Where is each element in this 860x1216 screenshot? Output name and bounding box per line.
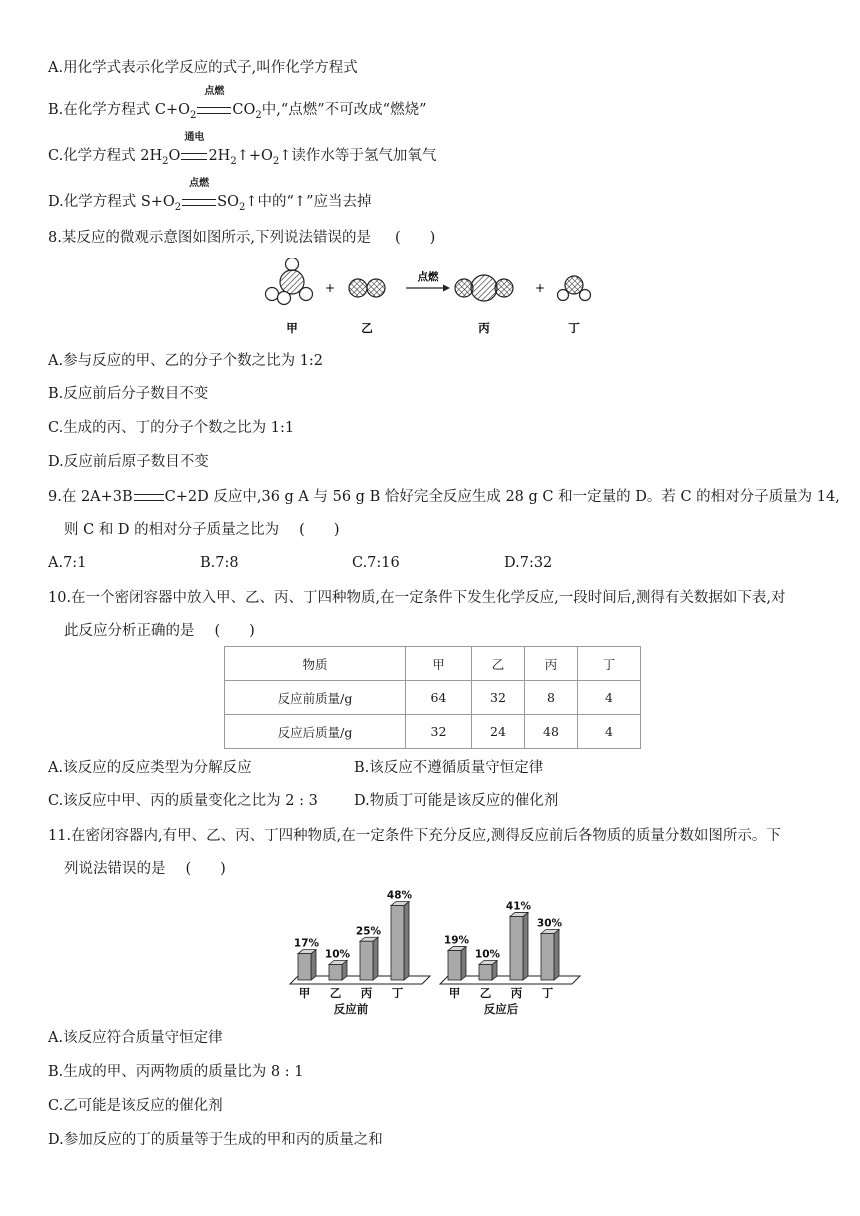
data-label: 17% [293,937,320,950]
table-cell: 32 [406,715,472,749]
table-cell: 4 [578,715,641,749]
table-cell: 8 [525,681,578,715]
table-row [225,715,641,749]
table-cell: 反应前质量/g [225,681,406,715]
q9-option-c: C.7:16 [352,555,400,571]
q8-option-d: D.反应前后原子数目不变 [48,454,209,470]
table-row [225,681,641,715]
q7-option-b: B.在化学方程式 $C+O_2$ 点燃 $CO_2$中,“点燃”不可改成“燃烧” [48,86,427,121]
tick-label: 甲 [298,986,311,1000]
data-label: 30% [536,917,563,930]
table-cell: 32 [472,681,525,715]
molecule-yi [349,279,385,297]
tick-label: 乙 [479,986,492,1000]
label-bing: 丙 [478,321,490,335]
q9-option-a: A.7:1 [48,555,87,571]
table-header-row [225,647,641,681]
q10-option-c: C.该反应中甲、丙的质量变化之比为 2 : 3 [48,793,318,809]
q7-d-condition: 点燃 [189,178,210,189]
plus-1: + [325,281,336,295]
table-header-cell: 甲 [406,647,472,681]
q11-stem-line2: 列说法错误的是 ( ) [64,861,226,877]
label-ding: 丁 [568,321,580,335]
q8-option-b: B.反应前后分子数目不变 [48,386,209,402]
arrow-condition: 点燃 [417,271,439,283]
table-header-cell: 丙 [525,647,578,681]
bar-side [373,937,378,980]
q8-stem: 8.某反应的微观示意图如图所示,下列说法错误的是 ( ) [48,230,436,246]
chart-title: 反应后 [483,1002,519,1016]
q10-stem-line2: 此反应分析正确的是 ( ) [64,623,255,639]
table-cell: 24 [472,715,525,749]
bar [510,916,523,980]
q10-option-b: B.该反应不遵循质量守恒定律 [354,760,544,776]
table-cell: 48 [525,715,578,749]
table-cell: 4 [578,681,641,715]
table-header-cell: 丁 [578,647,641,681]
q8-molecule-diagram [258,258,608,342]
bar [541,934,554,981]
q7-c-condition: 通电 [184,132,205,143]
q7-option-a: A.用化学式表示化学反应的式子,叫作化学方程式 [48,60,358,76]
tick-label: 乙 [329,986,342,1000]
q11-option-d: D.参加反应的丁的质量等于生成的甲和丙的质量之和 [48,1132,383,1148]
table-header-cell: 乙 [472,647,525,681]
table-cell: 反应后质量/g [225,715,406,749]
table-header-cell: 物质 [225,647,406,681]
bar [448,951,461,980]
q7-option-d: D.化学方程式 $S+O_2$ 点燃 $SO_2↑$中的“↑”应当去掉 [48,178,372,213]
tick-label: 丙 [360,986,373,1000]
bar-side [404,902,409,980]
data-label: 10% [474,948,501,961]
molecule-jia [266,258,313,305]
data-label: 41% [505,900,532,913]
q11-option-c: C.乙可能是该反应的催化剂 [48,1098,223,1114]
q7-b-condition: 点燃 [204,86,225,97]
q10-option-a: A.该反应的反应类型为分解反应 [48,760,252,776]
data-label: 19% [443,934,470,947]
bar [479,965,492,981]
q11-stem: 11.在密闭容器内,有甲、乙、丙、丁四种物质,在一定条件下充分反应,测得反应前后各物质的质量分数如图所示。下 [48,828,781,844]
q10-option-d: D.物质丁可能是该反应的催化剂 [354,793,559,809]
q9-option-d: D.7:32 [504,555,553,571]
reaction-arrow [406,270,450,292]
q11-bar-charts [284,884,584,1018]
bar-side [554,930,559,981]
molecule-bing [455,275,513,301]
bar-side [461,947,466,980]
q10-data-table [224,646,641,749]
q11-option-a: A.该反应符合质量守恒定律 [48,1030,223,1046]
q8-option-a: A.参与反应的甲、乙的分子个数之比为 1:2 [48,353,324,369]
tick-label: 丙 [510,986,523,1000]
q11-option-b: B.生成的甲、丙两物质的质量比为 8 : 1 [48,1064,304,1080]
table-cell: 64 [406,681,472,715]
q9-stem: 9.在 2A+3B C+2D 反应中,36 g A 与 56 g B 恰好完全反应生成 28 g C 和一定量的 D。若 C 的相对分子质量为 14, [48,489,840,505]
q9-option-b: B.7:8 [200,555,239,571]
data-label: 10% [324,948,351,961]
tick-label: 丁 [541,986,554,1000]
bar [391,906,404,980]
chart-title: 反应前 [333,1002,369,1016]
plus-2: + [535,281,546,295]
bar [329,965,342,981]
tick-label: 丁 [391,986,404,1000]
data-label: 25% [355,925,382,938]
bar [298,954,311,980]
q10-stem: 10.在一个密闭容器中放入甲、乙、丙、丁四种物质,在一定条件下发生化学反应,一段时间后,测得有关数据如下表,对 [48,590,786,606]
bar-side [311,950,316,980]
molecule-ding [558,276,591,301]
q8-option-c: C.生成的丙、丁的分子个数之比为 1:1 [48,420,295,436]
bar-side [523,912,528,980]
tick-label: 甲 [448,986,461,1000]
q9-stem-line2: 则 C 和 D 的相对分子质量之比为 ( ) [64,522,340,538]
label-yi: 乙 [361,321,373,335]
bar [360,941,373,980]
label-jia: 甲 [286,321,298,335]
q7-option-c: C.化学方程式 $2H_2O$ 通电 $2H_2↑+O_2↑$读作水等于氢气加氧气 [48,132,437,167]
data-label: 48% [386,889,413,902]
